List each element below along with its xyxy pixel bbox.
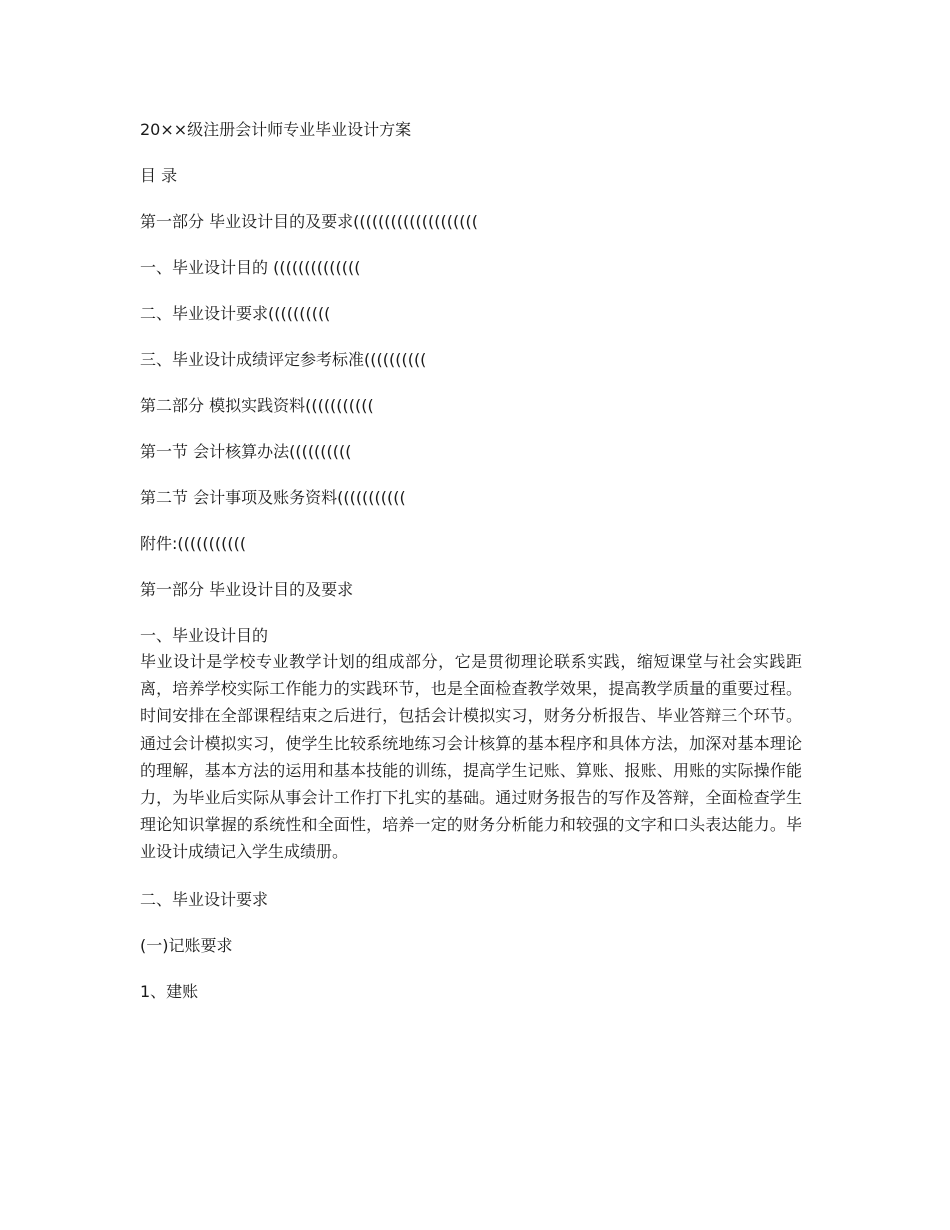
document-page [140,118,802,1004]
toc-item-part2[interactable]: 第二部分 模拟实践资料((((((((((( [140,396,374,415]
subsection1-heading: (一)记账要求 [140,935,233,955]
part1-heading: 第一部分 毕业设计目的及要求 [140,580,354,599]
toc-item-requirements[interactable]: 二、毕业设计要求(((((((((( [140,304,331,323]
item1-heading: 1、建账 [140,981,199,1001]
document-title: 20××级注册会计师专业毕业设计方案 [140,120,412,139]
toc-item-part1[interactable]: 第一部分 毕业设计目的及要求(((((((((((((((((((( [140,212,478,231]
section1-body: 毕业设计是学校专业教学计划的组成部分，它是贯彻理论联系实践，缩短课堂与社会实践距离，培养学校实际工作能力的实践环节，也是全面检查教学效果，提高教学质量的重要过程。时间安排在全部课程结束之后进行，包括会计模拟实习，财务分析报告、毕业答辩三个环节。通过会计模拟实习，使学生比较系统地练习会计核算的基本程序和具体方法，加深对基本理论的理解，基本方法的运用和基本技能的训练，提高学生记账、算账、报账、用账的实际操作能力，为毕业后实际从事会计工作打下扎实的基础。通过财务报告的写作及答辩，全面检查学生理论知识掌握的系统性和全面性，培养一定的财务分析能力和较强的文字和口头表达能力。毕业设计成绩记入学生成绩册。 [140,652,802,862]
toc-item-section2[interactable]: 第二节 会计事项及账务资料((((((((((( [140,488,406,507]
toc-item-section1[interactable]: 第一节 会计核算办法(((((((((( [140,442,352,461]
toc-item-appendix[interactable]: 附件:((((((((((( [140,534,247,553]
section2-heading: 二、毕业设计要求 [140,889,269,909]
section1-heading: 一、毕业设计目的 [140,626,269,645]
toc-item-grading[interactable]: 三、毕业设计成绩评定参考标准(((((((((( [140,350,427,369]
toc-item-purpose[interactable]: 一、毕业设计目的 (((((((((((((( [140,258,361,277]
toc-heading: 目 录 [140,166,178,185]
